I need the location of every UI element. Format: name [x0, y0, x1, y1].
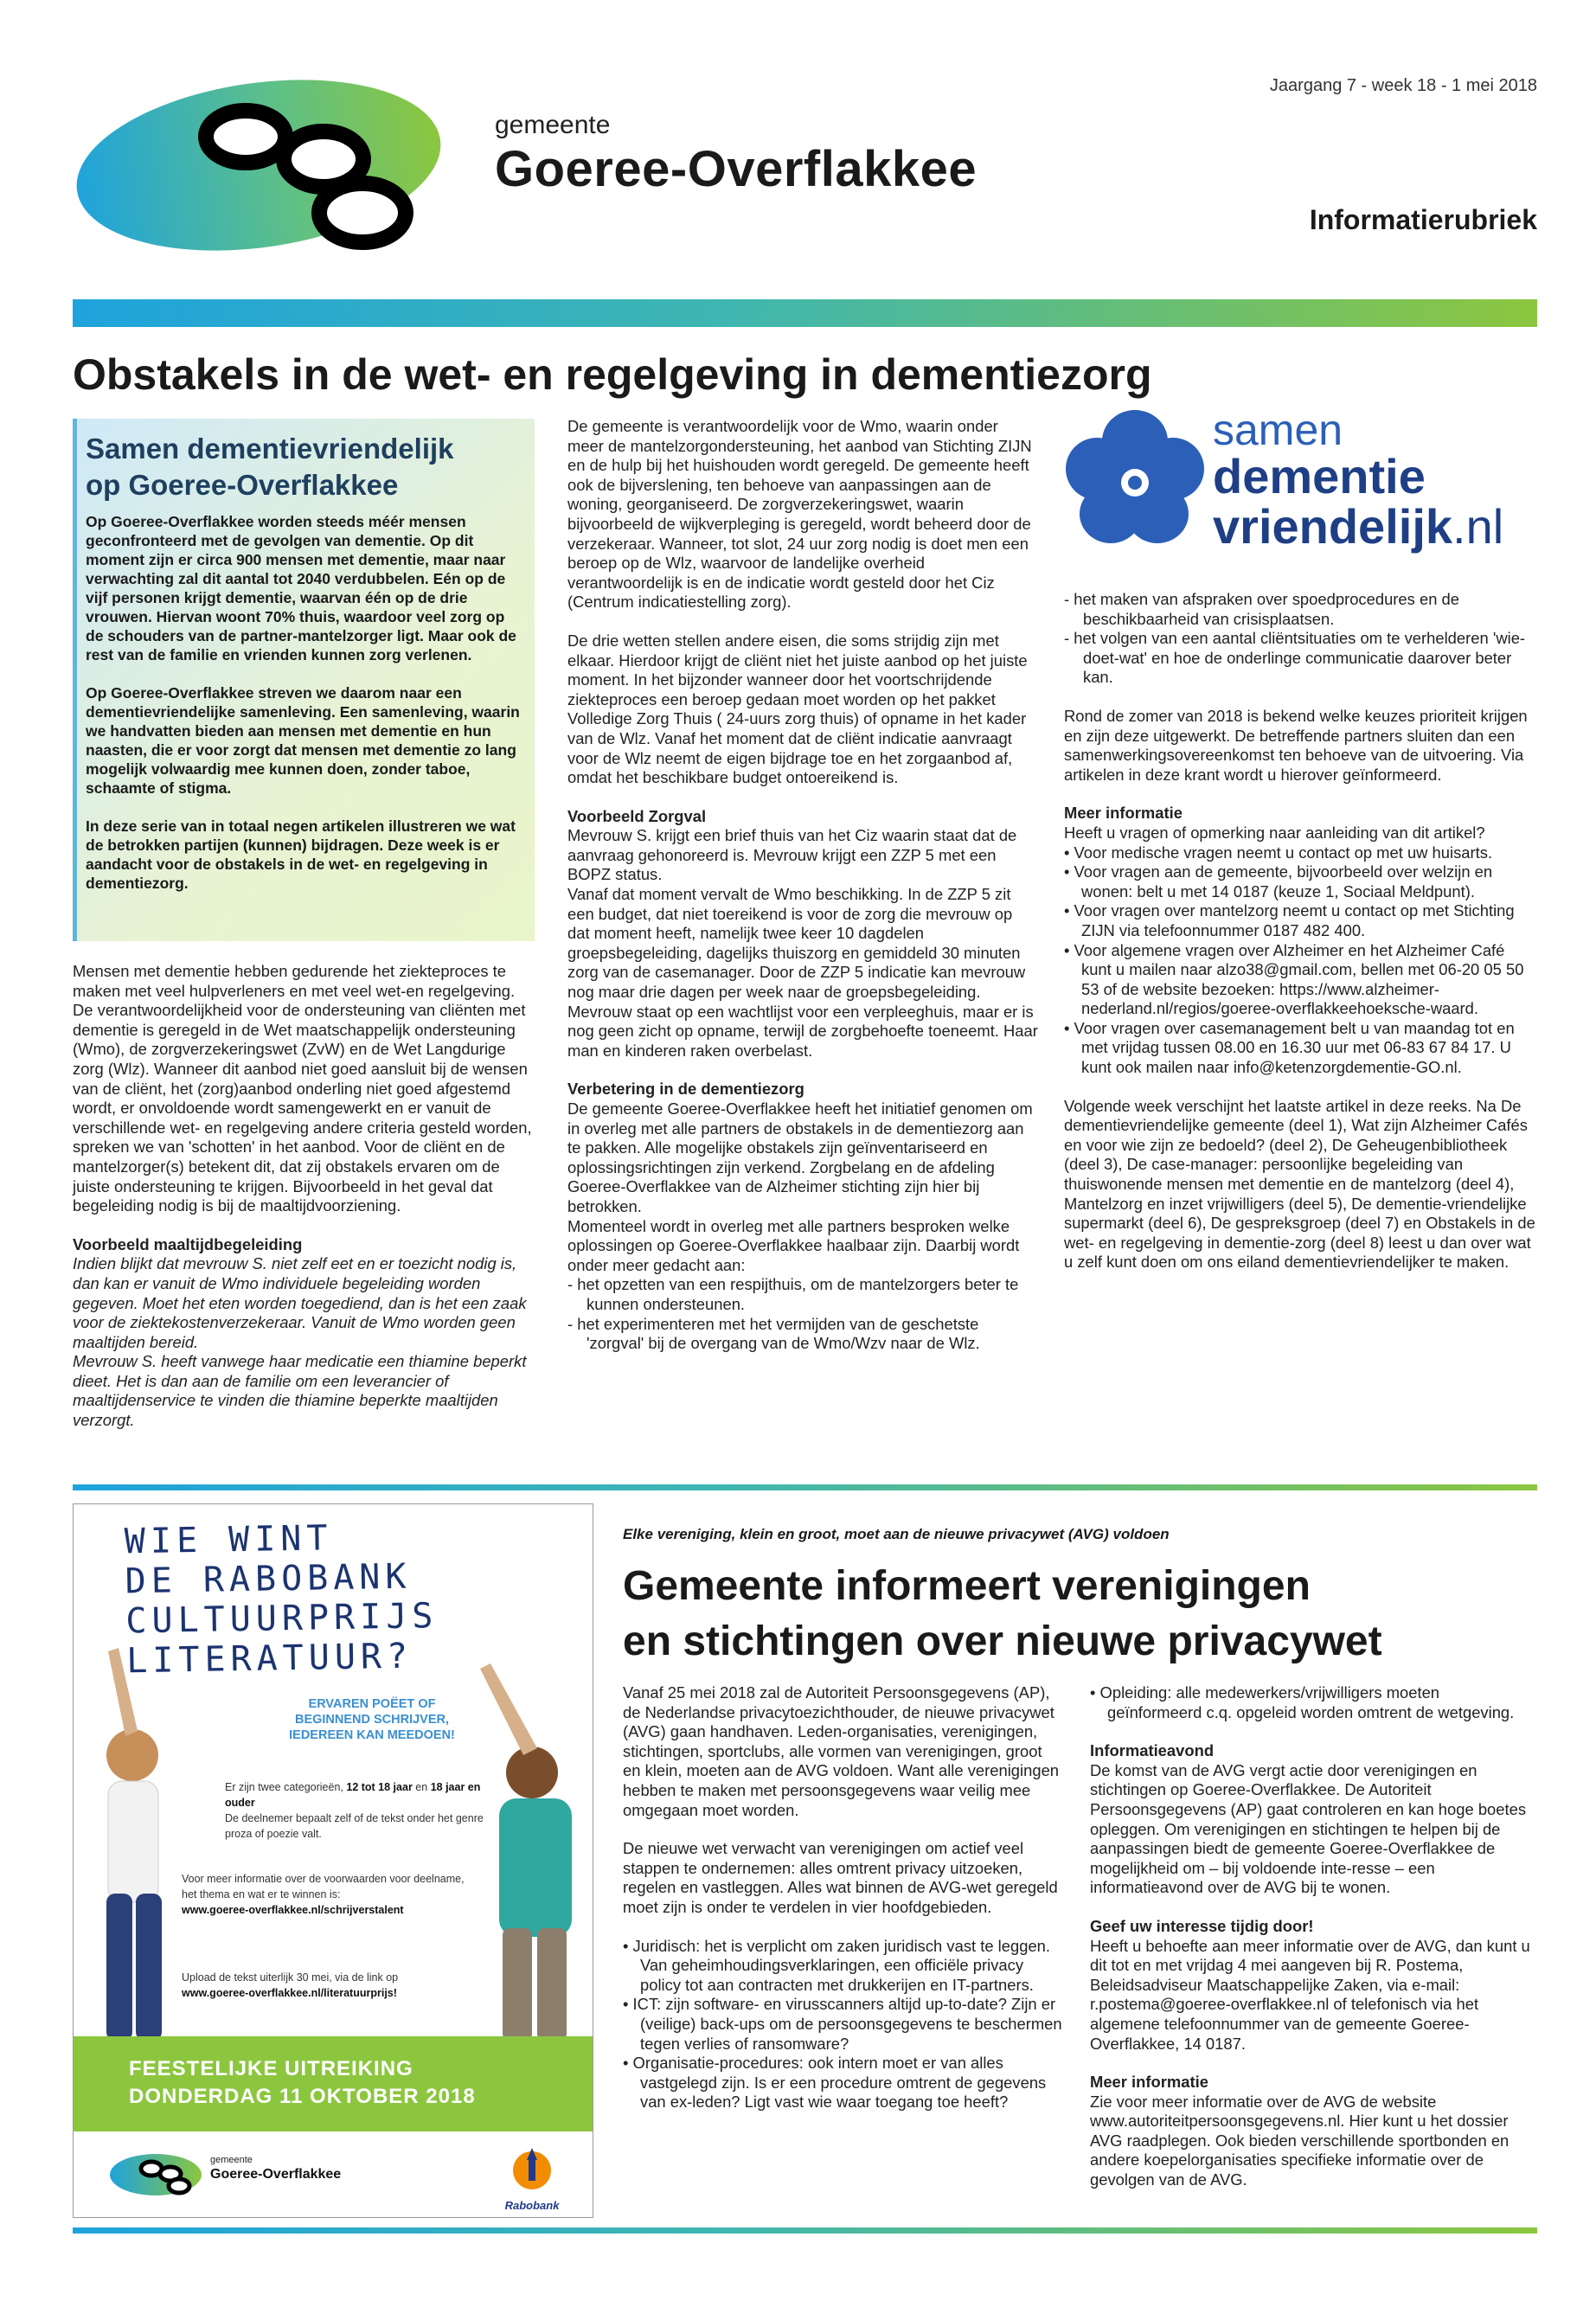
- rubriek-label: Informatierubriek: [1309, 204, 1537, 235]
- list-item: • Organisatie-procedures: ook intern moet er van alles vastgelegd zijn. Is er een procedure omtrent de gegevens van ex-leden? Ligt vast wie waar toegang toe heeft?: [623, 2054, 1047, 2112]
- dash-list: [1064, 590, 1538, 688]
- poster-callout: [264, 1696, 480, 1743]
- bullet-list: [623, 1937, 1064, 2112]
- bullet-list: [1064, 843, 1538, 1078]
- hand-line: WIE WINT: [124, 1518, 333, 1562]
- hand-line: CULTUURPRIJS: [125, 1596, 439, 1642]
- poster-text: De deelnemer bepaalt zelf of de tekst onder het genre proza of poezie valt.: [225, 1812, 484, 1840]
- poster-categories: [225, 1779, 495, 1842]
- article2-headline: [623, 1559, 1540, 1670]
- body-paragraph: Zie voor meer informatie over de AVG de website www.autoriteitpersoonsgegevens.nl. Hier kunt u het dossier AVG raadplegen. Ook bieden verschillende sportbonden en andere koepelorganisaties specifieke informatie over de gevolgen van de AVG.: [1090, 2092, 1509, 2189]
- intro-paragraph: Op Goeree-Overflakkee worden steeds méér mensen geconfronteerd met de gevolgen van dementie. Op dit moment zijn er circa 900 mensen met dementie, maar naar verwachting zal dit aantal tot 2040 verdubbelen. Eén op de vijf personen krijgt dementie, waarvan één op de drie vrouwen. Hiervan woont 70% thuis, waardoor veel zorg op de schouders van de partner-mantelzorger ligt. Maar ook de rest van de familie en vrienden kunnen zorg verlenen.: [86, 513, 516, 663]
- logo-line-vriendelijk: [1213, 499, 1504, 554]
- footer-divider: [73, 2227, 1537, 2234]
- band-line: FEESTELIJKE UITREIKING: [129, 2057, 413, 2080]
- list-item: - het volgen van een aantal cliëntsituaties om te verhelderen 'wie-doet-wat' en hoe de onderlinge communicatie daarover beter kan.: [1064, 629, 1526, 687]
- body-paragraph: Mensen met dementie hebben gedurende het ziekteproces te maken met veel hulpverleners en met veel wet-en regelgeving. De verantwoordelijkheid voor de ondersteuning van cliënten met dementie is geregeld in de Wet maatschappelijk ondersteuning (Wmo), de zorgverzekeringswet (ZvW) en de Wet Langdurige zorg (Wlz). Wanneer dit aanbod niet goed aansluit bij de wensen van de cliënt, het (zorg)aanbod onderling niet goed afgestemd wordt, er onvoldoende wordt samengewerkt en er vanuit de verschillende wet- en regelgeving andere criteria gesteld worden, spreken we van 'schotten' in het aanbod. Voor de cliënt en de mantelzorger(s) betekent dit, dat zij obstakels ervaren om de juiste ondersteuning te krijgen. Bijvoorbeeld in het geval dat begeleiding nodig is bij de maaltijdvoorziening.: [73, 962, 532, 1215]
- headline-line: Gemeente informeert verenigingen: [623, 1563, 1311, 1609]
- subheading: Voorbeeld Zorgval: [567, 806, 707, 825]
- dash-list: [567, 1275, 1038, 1353]
- edition-line: Jaargang 7 - week 18 - 1 mei 2018: [1269, 76, 1537, 95]
- hand-line: DE RABOBANK: [125, 1556, 412, 1602]
- body-paragraph: Vanaf 25 mei 2018 zal de Autoriteit Persoonsgegevens (AP), de Nederlandse privacytoezichthouder, de nieuwe privacywet (AVG) gaan handhaven. Leden-organisaties, verenigingen, stichtingen, sportclubs, alle vormen van verenigingen, groot en klein, moeten aan de AVG voldoen. Want alle verenigingen hebben te maken met persoonsgegevens waar veilig mee omgegaan moet worden.: [623, 1683, 1060, 1819]
- logo-suffix: .nl: [1452, 499, 1504, 554]
- body-paragraph: De nieuwe wet verwacht van verenigingen om actief veel stappen te ondernemen: alles omtrent privacy uitzoeken, regelen en vastleggen. Alles wat binnen de AVG-wet geregeld moet zijn is onder te verdelen in vier hoofdgebieden.: [623, 1839, 1058, 1916]
- example-paragraph: Indien blijkt dat mevrouw S. niet zelf eet en er toezicht nodig is, dan kan er vanuit de Wmo individuele begeleiding worden gegeven. Moet het eten worden toegediend, dan is het een zaak voor de ziektekostenverzekeraar. Vanuit de Wmo worden geen maaltijden bereid.: [73, 1254, 527, 1351]
- gemeente-logo-small-icon: [108, 2151, 203, 2198]
- dementievriendelijk-logo: [1066, 407, 1537, 562]
- body-paragraph: Heeft u vragen of opmerking naar aanleiding van dit artikel?: [1064, 823, 1485, 842]
- poster-text: en: [415, 1781, 428, 1793]
- callout-line: BEGINNEND SCHRIJVER,: [294, 1713, 450, 1727]
- article2-column-2: [1090, 1683, 1538, 2209]
- list-item: • Opleiding: alle medewerkers/vrijwilligers moeten geïnformeerd c.q. opgeleid worden omtrent de wetgeving.: [1090, 1683, 1515, 1721]
- bullet-list: [1090, 1683, 1538, 1722]
- rabobank-logo: [497, 2143, 567, 2212]
- section-divider: [73, 1484, 1537, 1490]
- body-paragraph: Vanaf dat moment vervalt de Wmo beschikking. In de ZZP 5 zit een budget, dat niet toereikend is voor de zorg die mevrouw op dat moment heeft, namelijk twee keer 10 dagdelen groepsbegeleiding, dagelijks thuiszorg en gemiddeld 30 minuten zorg van de casemanager. Door de ZZP 5 indicatie kan mevrouw nog maar drie dagen per week naar de groepsbegeleiding.: [567, 885, 1026, 1002]
- body-paragraph: Rond de zomer van 2018 is bekend welke keuzes prioriteit krijgen en zijn deze uitgewerkt. De betreffende partners sluiten dan een samenwerkingsovereenkomst ten behoeve van de uitvoering. Via artikelen in deze krant wordt u hierover geïnformeerd.: [1064, 706, 1528, 784]
- list-item: • Voor vragen aan de gemeente, bijvoorbeeld over welzijn en wonen: belt u met 14 0187 (keuze 1, Sociaal Meldpunt).: [1064, 862, 1493, 901]
- body-paragraph: Momenteel wordt in overleg met alle partners besproken welke oplossingen op Goeree-Overflakkee haalbaar zijn. Daarbij wordt onder meer gedacht aan:: [567, 1216, 1020, 1274]
- list-item: - het maken van afspraken over spoedprocedures en de beschikbaarheid van crisisplaatsen.: [1064, 590, 1459, 628]
- list-item: - het opzetten van een respijthuis, om de mantelzorgers beter te kunnen ondersteunen.: [567, 1275, 1019, 1313]
- poster-link[interactable]: www.goeree-overflakkee.nl/schrijverstalent: [182, 1904, 404, 1916]
- gemeente-name: Goeree-Overflakkee: [495, 141, 977, 197]
- poster-text: Upload de tekst uiterlijk 30 mei, via de link op: [182, 1971, 399, 1984]
- list-item: • Juridisch: het is verplicht om zaken juridisch vast te leggen. Van geheimhoudingsverklaringen, een officiële privacy policy tot aan contracten met drukkerijen en IT-partners.: [623, 1936, 1051, 1994]
- subheading: Informatieavond: [1090, 1741, 1215, 1760]
- rabobank-icon: [497, 2143, 567, 2195]
- footer-gemeente-small: gemeente: [210, 2155, 253, 2165]
- flower-icon: [1066, 407, 1204, 549]
- rabobank-label: Rabobank: [504, 2199, 560, 2212]
- hand-line: LITERATUUR?: [125, 1636, 413, 1682]
- poster-green-band: [74, 2036, 593, 2131]
- band-line: DONDERDAG 11 OKTOBER 2018: [129, 2085, 476, 2108]
- poster-gemeente-logo: [108, 2146, 342, 2202]
- body-paragraph: De gemeente Goeree-Overflakkee heeft het initiatief genomen om in overleg met alle partners de obstakels in de dementiezorg aan te pakken. Alle mogelijke obstakels zijn geïnventariseerd en oplossingsrichtingen zijn verkend. Zorgbelang en de afdeling Goeree-Overflakkee van de Alzheimer stichting zijn hier bij betrokken.: [567, 1099, 1033, 1215]
- list-item: • ICT: zijn software- en virusscanners altijd up-to-date? Zijn er (veilige) back-ups om de persoonsgegevens te beschermen tegen verlies of ransomware?: [623, 1995, 1062, 2053]
- footer-gemeente-name: Goeree-Overflakkee: [210, 2167, 342, 2182]
- list-item: • Voor medische vragen neemt u contact op met uw huisarts.: [1064, 843, 1493, 862]
- body-paragraph: Mevrouw staat op een wachtlijst voor een verpleeghuis, maar er is nog geen zicht op opname, terwijl de zorgbehoefte toeneemt. Haar man en kinderen raken overbelast.: [567, 1002, 1038, 1060]
- body-paragraph: De drie wetten stellen andere eisen, die soms strijdig zijn met elkaar. Hierdoor krijgt de cliënt niet het juiste aanbod op het juiste moment. In het bijzonder wanneer door het voortschrijdende ziekteproces een beroep gedaan moet worden op het pakket Volledige Zorg Thuis ( 24-uurs zorg thuis) of opname in het kader van de Wlz. Vanaf het moment dat de cliënt indicatie aanvraagt voor de Wlz neemt de eigen bijdrage toe en het zorgaanbod af, omdat het beschikbare budget ontoereikend is.: [567, 631, 1028, 787]
- list-item: • Voor vragen over mantelzorg neemt u contact op met Stichting ZIJN via telefoonnummer 0187 482 400.: [1064, 901, 1515, 939]
- poster-info: [182, 1871, 476, 1918]
- subheading: Verbetering in de dementiezorg: [567, 1080, 804, 1099]
- poster-upload: [182, 1970, 476, 2001]
- article-column-3: [1064, 590, 1538, 1292]
- body-paragraph: De komst van de AVG vergt actie door verenigingen en stichtingen op Goeree-Overflakkee. De Autoriteit Persoonsgegevens (AP) gaat controleren en kan hoge boetes opleggen. Om verenigingen en stichtingen te helpen bij de aanpassingen biedt de gemeente Goeree-Overflakkee de mogelijkheid om – bij voldoende inte-resse – een informatieavond over de AVG bij te wonen.: [1090, 1760, 1527, 1897]
- intro-title-line: Samen dementievriendelijk: [86, 433, 454, 465]
- gemeente-label: gemeente: [495, 111, 611, 139]
- body-paragraph: Mevrouw S. krijgt een brief thuis van het Ciz waarin staat dat de aanvraag gehonoreerd is. Mevrouw krijgt een ZZP 5 met een BOPZ status.: [567, 826, 1017, 884]
- logo-word: vriendelijk: [1213, 499, 1453, 554]
- intro-paragraph: Op Goeree-Overflakkee streven we daarom naar een dementievriendelijke samenleving. Een samenleving, waarin we handvatten bieden aan mensen met dementie en hun naasten, die er voor zorgt dat mensen met dementie zo lang mogelijk volwaardig mee kunnen doen, zonder taboe, schaamte of stigma.: [86, 684, 520, 797]
- intro-paragraph: In deze serie van in totaal negen artikelen illustreren we wat de betrokken partijen (kunnen) bijdragen. Deze week is er aandacht voor de obstakels in de wet- en regelgeving in dementiezorg.: [86, 817, 516, 892]
- body-paragraph: Heeft u behoefte aan meer informatie over de AVG, dan kunt u dit tot en met vrijdag 4 mei aangeven bij R. Postema, Beleidsadviseur Maatschappelijke Zaken, via e-mail: r.postema@goeree-overflakkee.nl of telefonisch via het algemene telefoonnummer van de gemeente Goeree-Overflakkee, 14 0187.: [1090, 1936, 1530, 2053]
- subheading: Geef uw interesse tijdig door!: [1090, 1916, 1314, 1935]
- body-paragraph: De gemeente is verantwoordelijk voor de Wmo, waarin onder meer de mantelzorgondersteuning, het aanbod van Stichting ZIJN en de hulp bij het huishouden wordt geregeld. De gemeente heeft ook de bijverslening, ten behoeve van aanpassingen aan de woning, georganiseerd. De zorgverzekeringswet, waarin bijvoorbeeld de wijkverpleging is geregeld, wordt beheerd door de verzekeraar. Wanneer, tot slot, 24 uur zorg nodig is doet men een beroep op de Wlz, waarvoor de landelijke overheid verantwoordelijk is en de indicatie wordt gesteld door het Ciz (Centrum indicatiestelling zorg).: [567, 417, 1032, 612]
- list-item: • Voor vragen over casemanagement belt u van maandag tot en met vrijdag tussen 08.00 en 16.30 uur met 06-83 67 84 17. U kunt ook mailen naar info@ketenzorgdementie-GO.nl.: [1064, 1018, 1515, 1077]
- list-item: • Voor algemene vragen over Alzheimer en het Alzheimer Café kunt u mailen naar alzo38@gmail.com, bellen met 06-20 05 50 53 of de website bezoeken: https://www.alzheimer-nederland.nl/regios/goeree-overflakkeehoeksche-waard.: [1064, 940, 1524, 1018]
- cultuurprijs-poster: [73, 1503, 593, 2218]
- body-paragraph: Volgende week verschijnt het laatste artikel in deze reeks. Na De dementievriendelijke gemeente (deel 1), Wat zijn Alzheimer Cafés en voor wie zijn ze bedoeld? (deel 2), De Geheugenbibliotheek (deel 3), De case-manager: persoonlijke begeleiding van thuiswonende mensen met dementie en de mantelzorg (deel 4), Mantelzorg en inzet vrijwilligers (deel 5), De dementie-vriendelijke supermarkt (deel 6), De gespreksgroep (deel 7) en Obstakels in de wet- en regelgeving in dementie-zorg (deel 8) leest u dan over wat u zelf kunt doen om ons eiland dementievriendelijker te maken.: [1064, 1096, 1535, 1272]
- article2-column-1: [623, 1683, 1064, 2131]
- poster-text-bold: 18 jaar en ouder: [225, 1781, 481, 1809]
- poster-link[interactable]: www.goeree-overflakkee.nl/literatuurprijs!: [182, 1987, 397, 1999]
- logo-line-samen: samen: [1213, 406, 1343, 454]
- article2-kicker: Elke vereniging, klein en groot, moet aan de nieuwe privacywet (AVG) voldoen: [623, 1526, 1170, 1542]
- poster-text-bold: 12 tot 18 jaar: [346, 1781, 413, 1793]
- callout-line: ERVAREN POËET OF: [308, 1697, 436, 1711]
- subheading: Meer informatie: [1090, 2073, 1208, 2092]
- poster-text: Er zijn twee categorieën,: [225, 1781, 343, 1793]
- gemeente-logo-icon: [73, 74, 453, 265]
- article-column-2: [567, 417, 1038, 1373]
- headline-line: en stichtingen over nieuwe privacywet: [623, 1618, 1382, 1664]
- header-gradient-bar: [73, 299, 1537, 327]
- article-column-1: [73, 962, 535, 1450]
- intro-box: [73, 419, 535, 941]
- logo-line-dementie: dementie: [1213, 449, 1426, 503]
- list-item: - het experimenteren met het vermijden van de geschetste 'zorgval' bij de overgang van de Wmo/Wzv naar de Wlz.: [567, 1314, 980, 1353]
- intro-title: [86, 431, 522, 503]
- callout-line: IEDEREEN KAN MEEDOEN!: [289, 1728, 455, 1742]
- subheading: Voorbeeld maaltijdbegeleiding: [73, 1234, 303, 1253]
- intro-title-line: op Goeree-Overflakkee: [86, 469, 399, 501]
- poster-text: Voor meer informatie over de voorwaarden voor deelname, het thema en wat er te winnen is:: [182, 1873, 465, 1900]
- article-headline: Obstakels in de wet- en regelgeving in dementiezorg: [73, 350, 1152, 399]
- example-paragraph: Mevrouw S. heeft vanwege haar medicatie een thiamine beperkt dieet. Het is dan aan de familie om een leverancier of maaltijdenservice te vinden die thiamine beperkte maaltijden verzorgt.: [73, 1352, 527, 1430]
- subheading: Meer informatie: [1064, 804, 1183, 823]
